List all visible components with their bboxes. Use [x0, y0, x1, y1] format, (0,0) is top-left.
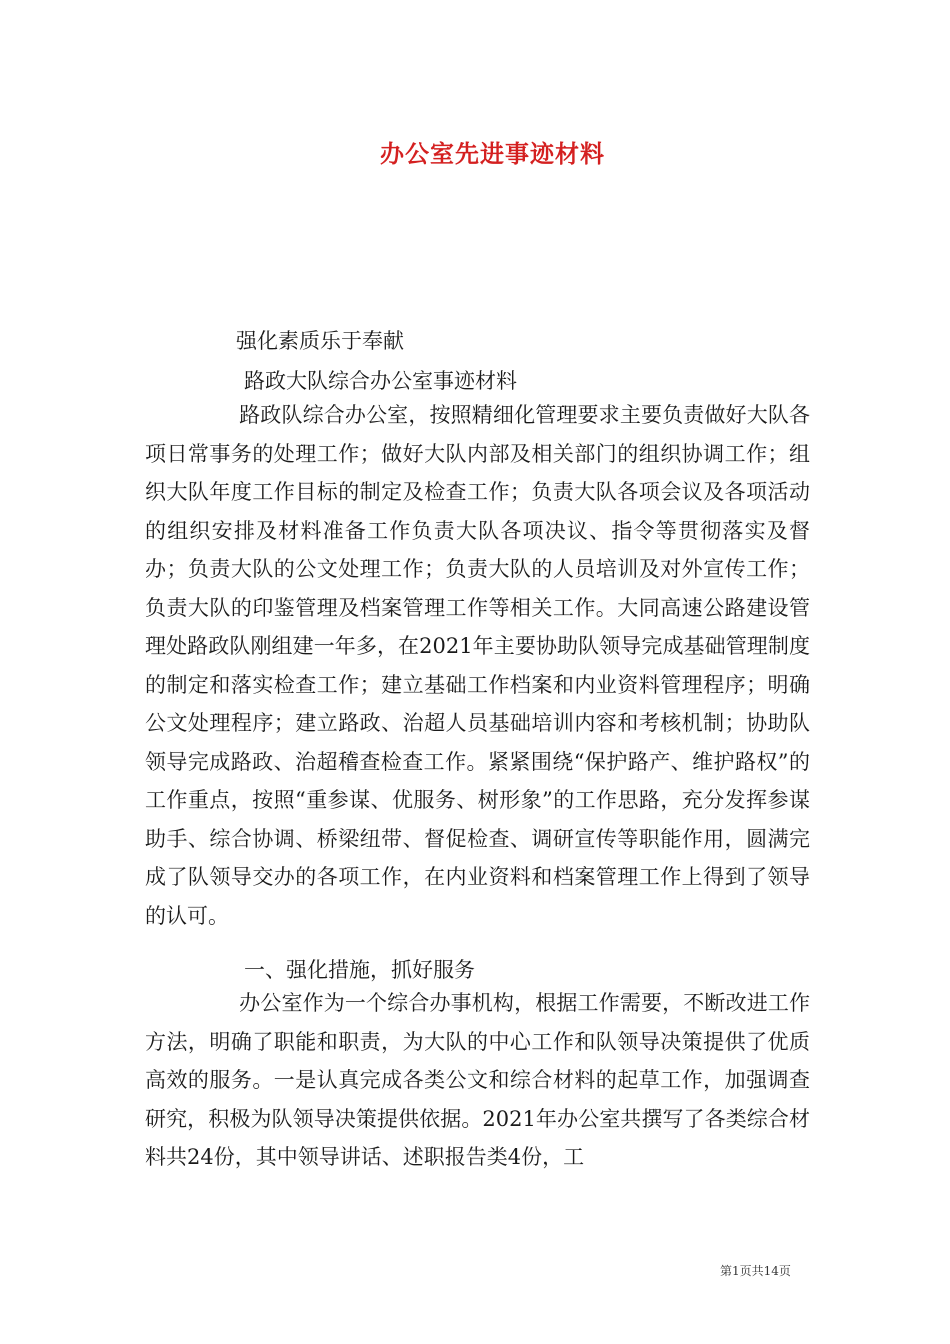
paragraph-intro — [145, 396, 810, 935]
document-title: 办公室先进事迹材料 — [380, 139, 605, 168]
paragraph-section-1-text: 办公室作为一个综合办事机构，根据工作需要，不断改进工作方法，明确了职能和职责，为大队的中心工作和队领导决策提供了优质高效的服务。一是认真完成各类公文和综合材料的起草工作，加强调查研究，积极为队领导决策提供依据。2021年办公室共撰写了各类综合材料共24份，其中领导讲话、述职报告类4份，工 — [145, 991, 810, 1169]
subtitle-slogan: 强化素质乐于奉献 — [236, 329, 404, 353]
section-heading-1: 一、强化措施，抓好服务 — [244, 958, 475, 982]
subtitle-description: 路政大队综合办公室事迹材料 — [244, 369, 517, 393]
paragraph-intro-text: 路政队综合办公室，按照精细化管理要求主要负责做好大队各项日常事务的处理工作；做好大队内部及相关部门的组织协调工作；组织大队年度工作目标的制定及检查工作；负责大队各项会议及各项活动的组织安排及材料准备工作负责大队各项决议、指令等贯彻落实及督办；负责大队的公文处理工作；负责大队的人员培训及对外宣传工作；负责大队的印鉴管理及档案管理工作等相关工作。大同高速公路建设管理处路政队刚组建一年多，在2021年主要协助队领导完成基础管理制度的制定和落实检查工作；建立基础工作档案和内业资料管理程序；明确公文处理程序；建立路政、治超人员基础培训内容和考核机制；协助队领导完成路政、治超稽查检查工作。紧紧围绕“保护路产、维护路权”的工作重点，按照“重参谋、优服务、树形象”的工作思路，充分发挥参谋助手、综合协调、桥梁纽带、督促检查、调研宣传等职能作用，圆满完成了队领导交办的各项工作，在内业资料和档案管理工作上得到了领导的认可。 — [145, 403, 810, 928]
page-number-footer: 第1页共14页 — [720, 1264, 791, 1278]
paragraph-section-1 — [145, 984, 810, 1177]
